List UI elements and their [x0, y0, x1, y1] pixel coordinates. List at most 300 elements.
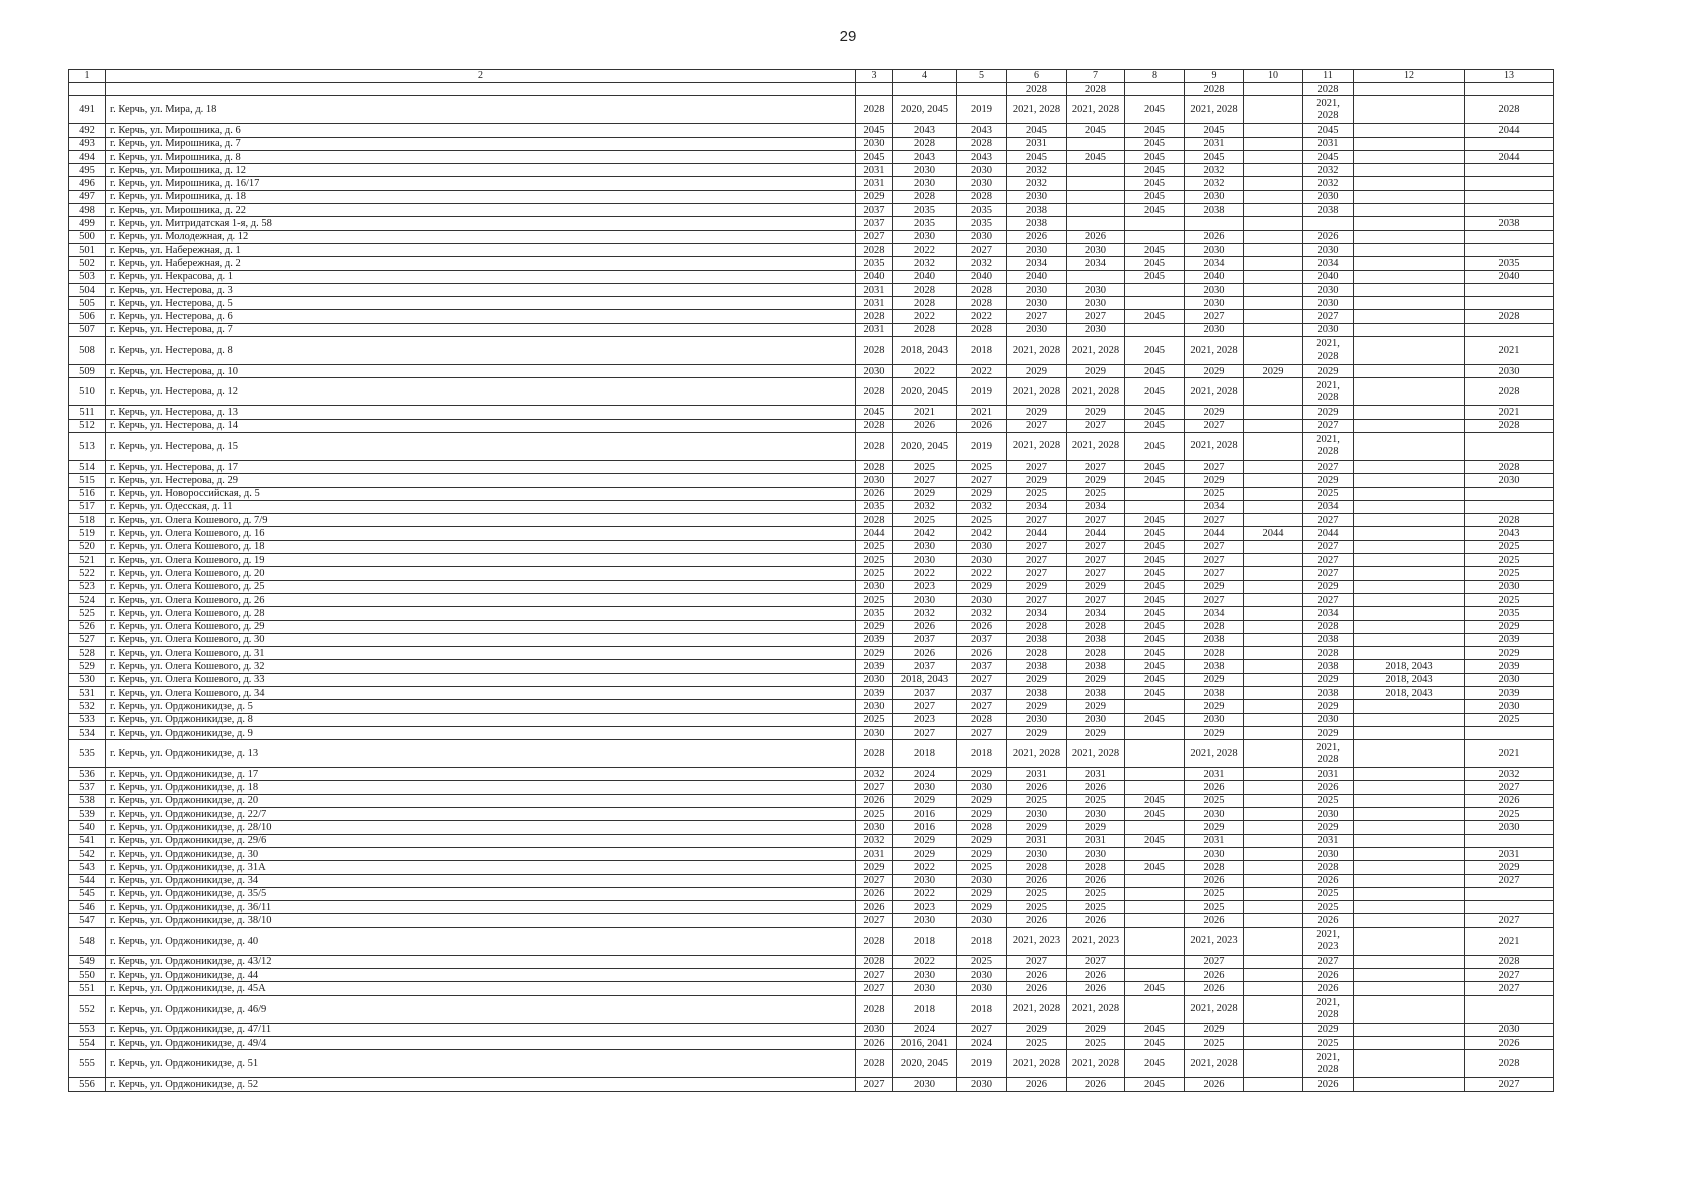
- value-cell: 2030: [1067, 847, 1125, 860]
- value-cell: 2030: [1465, 821, 1554, 834]
- value-cell: [1354, 540, 1465, 553]
- value-cell: 2045: [1125, 647, 1185, 660]
- value-cell: 2021: [1465, 740, 1554, 768]
- value-cell: 2039: [856, 686, 893, 699]
- value-cell: 2019: [957, 378, 1007, 406]
- value-cell: 2029: [856, 620, 893, 633]
- value-cell: 2021, 2028: [1007, 432, 1067, 460]
- value-cell: 2038: [1007, 217, 1067, 230]
- address-cell: г. Керчь, ул. Олега Кошевого, д. 33: [106, 673, 856, 686]
- value-cell: 2045: [1125, 96, 1185, 124]
- table-row: [69, 230, 1554, 243]
- value-cell: 2029: [1007, 406, 1067, 419]
- value-cell: 2038: [1185, 660, 1244, 673]
- row-number-cell: 501: [69, 243, 106, 256]
- address-cell: г. Керчь, ул. Олега Кошевого, д. 18: [106, 540, 856, 553]
- value-cell: 2045: [1125, 794, 1185, 807]
- value-cell: 2025: [1303, 1036, 1354, 1049]
- value-cell: 2028: [1185, 83, 1244, 96]
- registry-table: [68, 69, 1554, 1092]
- value-cell: 2035: [1465, 257, 1554, 270]
- value-cell: [1354, 620, 1465, 633]
- value-cell: 2021, 2028: [1067, 96, 1125, 124]
- value-cell: [1244, 1036, 1303, 1049]
- value-cell: [1067, 177, 1125, 190]
- value-cell: 2027: [1067, 955, 1125, 968]
- value-cell: 2035: [893, 217, 957, 230]
- value-cell: [1354, 204, 1465, 217]
- value-cell: 2026: [957, 620, 1007, 633]
- value-cell: [1354, 887, 1465, 900]
- value-cell: 2029: [1303, 700, 1354, 713]
- address-cell: г. Керчь, ул. Нестерова, д. 12: [106, 378, 856, 406]
- value-cell: 2027: [957, 726, 1007, 739]
- value-cell: [1067, 270, 1125, 283]
- address-cell: г. Керчь, ул. Орджоникидзе, д. 31А: [106, 861, 856, 874]
- value-cell: [856, 83, 893, 96]
- value-cell: 2023: [893, 713, 957, 726]
- value-cell: [1244, 673, 1303, 686]
- value-cell: 2045: [1125, 124, 1185, 137]
- value-cell: 2045: [1125, 834, 1185, 847]
- value-cell: 2045: [1125, 310, 1185, 323]
- value-cell: 2030: [1007, 283, 1067, 296]
- value-cell: 2030: [957, 982, 1007, 995]
- value-cell: 2021, 2028: [1007, 337, 1067, 365]
- value-cell: [1244, 700, 1303, 713]
- row-number-cell: 532: [69, 700, 106, 713]
- table-row: [69, 527, 1554, 540]
- value-cell: 2021, 2028: [1185, 96, 1244, 124]
- value-cell: 2025: [1067, 887, 1125, 900]
- column-header: 1: [69, 70, 106, 83]
- value-cell: 2028: [893, 190, 957, 203]
- value-cell: 2029: [957, 901, 1007, 914]
- value-cell: [1465, 230, 1554, 243]
- address-cell: г. Керчь, ул. Нестерова, д. 15: [106, 432, 856, 460]
- value-cell: 2018, 2043: [1354, 673, 1465, 686]
- address-cell: г. Керчь, ул. Новороссийская, д. 5: [106, 487, 856, 500]
- value-cell: 2027: [957, 1023, 1007, 1036]
- value-cell: 2026: [1007, 969, 1067, 982]
- value-cell: 2030: [1303, 713, 1354, 726]
- value-cell: 2028: [1465, 310, 1554, 323]
- value-cell: [1244, 982, 1303, 995]
- table-row: [69, 378, 1554, 406]
- row-number-cell: 555: [69, 1050, 106, 1078]
- value-cell: [1244, 740, 1303, 768]
- address-cell: г. Керчь, ул. Орджоникидзе, д. 47/11: [106, 1023, 856, 1036]
- value-cell: [1465, 177, 1554, 190]
- value-cell: [1244, 150, 1303, 163]
- value-cell: 2030: [1303, 243, 1354, 256]
- value-cell: 2030: [1007, 323, 1067, 336]
- value-cell: 2030: [1465, 474, 1554, 487]
- row-number-cell: 522: [69, 567, 106, 580]
- table-row: [69, 995, 1554, 1023]
- value-cell: 2045: [1125, 567, 1185, 580]
- table-row: [69, 740, 1554, 768]
- table-row: [69, 726, 1554, 739]
- value-cell: [1244, 808, 1303, 821]
- row-number-cell: 526: [69, 620, 106, 633]
- value-cell: 2038: [1185, 633, 1244, 646]
- value-cell: 2029: [1007, 474, 1067, 487]
- value-cell: 2027: [1303, 540, 1354, 553]
- table-row: [69, 955, 1554, 968]
- table-row: [69, 500, 1554, 513]
- table-row: [69, 137, 1554, 150]
- value-cell: 2018: [957, 927, 1007, 955]
- value-cell: 2018: [957, 337, 1007, 365]
- value-cell: 2022: [957, 310, 1007, 323]
- value-cell: 2030: [1185, 283, 1244, 296]
- value-cell: 2026: [1007, 982, 1067, 995]
- value-cell: [1125, 969, 1185, 982]
- value-cell: 2027: [1007, 514, 1067, 527]
- value-cell: [1244, 406, 1303, 419]
- value-cell: 2026: [1067, 781, 1125, 794]
- table-row: [69, 927, 1554, 955]
- value-cell: [1244, 1023, 1303, 1036]
- address-cell: [106, 83, 856, 96]
- value-cell: 2028: [856, 96, 893, 124]
- value-cell: [1244, 660, 1303, 673]
- value-cell: 2032: [893, 257, 957, 270]
- value-cell: 2018: [893, 740, 957, 768]
- value-cell: 2031: [1007, 137, 1067, 150]
- address-cell: г. Керчь, ул. Орджоникидзе, д. 44: [106, 969, 856, 982]
- value-cell: 2045: [1125, 673, 1185, 686]
- value-cell: 2027: [1067, 567, 1125, 580]
- value-cell: 2026: [1007, 874, 1067, 887]
- address-cell: г. Керчь, ул. Нестерова, д. 3: [106, 283, 856, 296]
- value-cell: 2034: [1007, 257, 1067, 270]
- table-row: [69, 1078, 1554, 1091]
- value-cell: [1125, 297, 1185, 310]
- value-cell: 2025: [1303, 794, 1354, 807]
- value-cell: 2025: [856, 593, 893, 606]
- row-number-cell: 507: [69, 323, 106, 336]
- row-number-cell: 512: [69, 419, 106, 432]
- value-cell: [1354, 124, 1465, 137]
- value-cell: [1465, 432, 1554, 460]
- table-row: [69, 673, 1554, 686]
- value-cell: 2045: [1125, 1078, 1185, 1091]
- value-cell: 2027: [1067, 514, 1125, 527]
- table-row: [69, 887, 1554, 900]
- value-cell: [1354, 633, 1465, 646]
- value-cell: [1354, 217, 1465, 230]
- value-cell: 2026: [1185, 781, 1244, 794]
- value-cell: 2026: [1007, 1078, 1067, 1091]
- value-cell: 2035: [856, 257, 893, 270]
- value-cell: 2027: [1303, 514, 1354, 527]
- value-cell: 2028: [1007, 83, 1067, 96]
- value-cell: 2034: [1067, 607, 1125, 620]
- value-cell: 2029: [1303, 821, 1354, 834]
- value-cell: 2026: [1303, 969, 1354, 982]
- value-cell: 2030: [1303, 808, 1354, 821]
- row-number-cell: 514: [69, 460, 106, 473]
- value-cell: 2039: [1465, 633, 1554, 646]
- row-number-cell: 503: [69, 270, 106, 283]
- value-cell: 2045: [1125, 527, 1185, 540]
- value-cell: 2030: [856, 137, 893, 150]
- value-cell: [1465, 726, 1554, 739]
- value-cell: 2025: [1007, 487, 1067, 500]
- value-cell: 2021, 2028: [1067, 432, 1125, 460]
- value-cell: 2027: [1067, 310, 1125, 323]
- value-cell: 2018: [893, 995, 957, 1023]
- value-cell: 2030: [1007, 847, 1067, 860]
- value-cell: 2030: [957, 230, 1007, 243]
- value-cell: 2029: [1303, 726, 1354, 739]
- value-cell: 2025: [893, 460, 957, 473]
- row-number-cell: 508: [69, 337, 106, 365]
- value-cell: 2028: [1007, 861, 1067, 874]
- value-cell: [1354, 995, 1465, 1023]
- value-cell: 2027: [1067, 554, 1125, 567]
- value-cell: 2026: [1067, 982, 1125, 995]
- value-cell: 2028: [856, 243, 893, 256]
- value-cell: [1067, 137, 1125, 150]
- value-cell: 2027: [1007, 419, 1067, 432]
- value-cell: 2029: [1185, 580, 1244, 593]
- value-cell: 2038: [1007, 633, 1067, 646]
- value-cell: 2027: [1303, 955, 1354, 968]
- value-cell: 2040: [1007, 270, 1067, 283]
- value-cell: 2034: [1185, 500, 1244, 513]
- value-cell: 2038: [1303, 660, 1354, 673]
- value-cell: 2045: [1067, 124, 1125, 137]
- value-cell: 2021: [1465, 406, 1554, 419]
- value-cell: [1354, 847, 1465, 860]
- value-cell: [1244, 337, 1303, 365]
- value-cell: 2021: [893, 406, 957, 419]
- address-cell: г. Керчь, ул. Орджоникидзе, д. 22/7: [106, 808, 856, 821]
- value-cell: 2028: [1067, 647, 1125, 660]
- value-cell: 2044: [1244, 527, 1303, 540]
- value-cell: 2030: [893, 554, 957, 567]
- value-cell: 2043: [893, 124, 957, 137]
- value-cell: 2029: [1465, 620, 1554, 633]
- value-cell: [1244, 283, 1303, 296]
- value-cell: 2029: [1303, 474, 1354, 487]
- value-cell: 2029: [893, 794, 957, 807]
- value-cell: [1244, 768, 1303, 781]
- value-cell: [1354, 406, 1465, 419]
- value-cell: 2029: [957, 887, 1007, 900]
- address-cell: г. Керчь, ул. Нестерова, д. 6: [106, 310, 856, 323]
- row-number-cell: 500: [69, 230, 106, 243]
- table-row: [69, 781, 1554, 794]
- value-cell: [1354, 808, 1465, 821]
- value-cell: [1125, 955, 1185, 968]
- table-row: [69, 700, 1554, 713]
- value-cell: [1244, 297, 1303, 310]
- value-cell: 2040: [856, 270, 893, 283]
- row-number-cell: 530: [69, 673, 106, 686]
- value-cell: 2030: [856, 1023, 893, 1036]
- column-header: 13: [1465, 70, 1554, 83]
- value-cell: 2030: [957, 969, 1007, 982]
- value-cell: 2045: [1125, 1036, 1185, 1049]
- value-cell: 2044: [1007, 527, 1067, 540]
- value-cell: 2026: [893, 620, 957, 633]
- value-cell: [1244, 487, 1303, 500]
- value-cell: 2029: [893, 834, 957, 847]
- value-cell: 2029: [1007, 580, 1067, 593]
- value-cell: 2045: [1125, 808, 1185, 821]
- row-number-cell: 556: [69, 1078, 106, 1091]
- column-header: 8: [1125, 70, 1185, 83]
- value-cell: 2034: [1185, 607, 1244, 620]
- address-cell: г. Керчь, ул. Мирошника, д. 18: [106, 190, 856, 203]
- address-cell: г. Керчь, ул. Нестерова, д. 13: [106, 406, 856, 419]
- value-cell: 2038: [1303, 204, 1354, 217]
- value-cell: 2030: [856, 673, 893, 686]
- row-number-cell: 536: [69, 768, 106, 781]
- value-cell: 2032: [1007, 177, 1067, 190]
- row-number-cell: 531: [69, 686, 106, 699]
- address-cell: г. Керчь, ул. Орджоникидзе, д. 34: [106, 874, 856, 887]
- value-cell: [1244, 901, 1303, 914]
- address-cell: г. Керчь, ул. Орджоникидзе, д. 51: [106, 1050, 856, 1078]
- row-number-cell: 493: [69, 137, 106, 150]
- value-cell: 2045: [1125, 150, 1185, 163]
- value-cell: 2021, 2028: [1007, 740, 1067, 768]
- value-cell: 2043: [893, 150, 957, 163]
- table-row: [69, 283, 1554, 296]
- value-cell: 2025: [957, 514, 1007, 527]
- value-cell: [1244, 794, 1303, 807]
- table-row: [69, 794, 1554, 807]
- value-cell: 2021, 2028: [1303, 740, 1354, 768]
- address-cell: г. Керчь, ул. Нестерова, д. 29: [106, 474, 856, 487]
- value-cell: 2028: [957, 323, 1007, 336]
- value-cell: 2035: [957, 204, 1007, 217]
- address-cell: г. Керчь, ул. Набережная, д. 1: [106, 243, 856, 256]
- value-cell: 2044: [1465, 150, 1554, 163]
- value-cell: 2022: [957, 365, 1007, 378]
- value-cell: [1354, 861, 1465, 874]
- value-cell: [1067, 164, 1125, 177]
- value-cell: 2025: [1007, 901, 1067, 914]
- value-cell: [1244, 137, 1303, 150]
- value-cell: 2029: [1303, 365, 1354, 378]
- value-cell: 2044: [1303, 527, 1354, 540]
- value-cell: 2030: [893, 164, 957, 177]
- value-cell: [1244, 378, 1303, 406]
- value-cell: 2022: [893, 365, 957, 378]
- table-row: [69, 593, 1554, 606]
- value-cell: [1244, 647, 1303, 660]
- table-row: [69, 1023, 1554, 1036]
- value-cell: 2039: [856, 660, 893, 673]
- value-cell: [1465, 283, 1554, 296]
- value-cell: 2021, 2028: [1067, 740, 1125, 768]
- row-number-cell: 538: [69, 794, 106, 807]
- value-cell: 2025: [1067, 794, 1125, 807]
- address-cell: г. Керчь, ул. Одесская, д. 11: [106, 500, 856, 513]
- address-cell: г. Керчь, ул. Орджоникидзе, д. 20: [106, 794, 856, 807]
- address-cell: г. Керчь, ул. Молодежная, д. 12: [106, 230, 856, 243]
- row-number-cell: 494: [69, 150, 106, 163]
- value-cell: 2029: [1185, 474, 1244, 487]
- value-cell: [1303, 217, 1354, 230]
- value-cell: 2021, 2028: [1007, 1050, 1067, 1078]
- value-cell: 2037: [957, 686, 1007, 699]
- value-cell: 2022: [893, 861, 957, 874]
- value-cell: 2028: [1465, 1050, 1554, 1078]
- value-cell: [1354, 794, 1465, 807]
- value-cell: [1244, 887, 1303, 900]
- value-cell: [1244, 540, 1303, 553]
- value-cell: 2039: [1465, 686, 1554, 699]
- value-cell: 2031: [1067, 768, 1125, 781]
- value-cell: 2028: [856, 955, 893, 968]
- address-cell: г. Керчь, ул. Мирошника, д. 22: [106, 204, 856, 217]
- address-cell: г. Керчь, ул. Нестерова, д. 17: [106, 460, 856, 473]
- value-cell: 2034: [1303, 607, 1354, 620]
- value-cell: 2027: [1185, 514, 1244, 527]
- value-cell: 2030: [957, 781, 1007, 794]
- value-cell: 2045: [1125, 593, 1185, 606]
- value-cell: 2029: [1244, 365, 1303, 378]
- row-number-cell: 518: [69, 514, 106, 527]
- value-cell: [1244, 969, 1303, 982]
- value-cell: [1354, 593, 1465, 606]
- value-cell: 2045: [1125, 432, 1185, 460]
- value-cell: 2030: [856, 580, 893, 593]
- value-cell: 2038: [1007, 204, 1067, 217]
- value-cell: 2029: [856, 861, 893, 874]
- value-cell: [1125, 768, 1185, 781]
- address-cell: г. Керчь, ул. Олега Кошевого, д. 32: [106, 660, 856, 673]
- value-cell: 2030: [957, 554, 1007, 567]
- value-cell: 2031: [856, 283, 893, 296]
- value-cell: 2027: [1067, 419, 1125, 432]
- row-number-cell: 505: [69, 297, 106, 310]
- value-cell: 2027: [1185, 419, 1244, 432]
- value-cell: [1354, 955, 1465, 968]
- value-cell: [1465, 901, 1554, 914]
- value-cell: 2030: [957, 540, 1007, 553]
- value-cell: 2031: [856, 847, 893, 860]
- value-cell: 2044: [1067, 527, 1125, 540]
- address-cell: г. Керчь, ул. Некрасова, д. 1: [106, 270, 856, 283]
- value-cell: [1354, 821, 1465, 834]
- address-cell: г. Керчь, ул. Мирошника, д. 8: [106, 150, 856, 163]
- value-cell: 2032: [957, 500, 1007, 513]
- value-cell: 2025: [1465, 713, 1554, 726]
- value-cell: 2030: [1303, 297, 1354, 310]
- table-row: [69, 150, 1554, 163]
- value-cell: 2029: [957, 847, 1007, 860]
- value-cell: 2045: [1125, 686, 1185, 699]
- address-cell: г. Керчь, ул. Олега Кошевого, д. 34: [106, 686, 856, 699]
- value-cell: 2032: [856, 768, 893, 781]
- value-cell: 2030: [856, 726, 893, 739]
- value-cell: 2038: [1067, 660, 1125, 673]
- value-cell: 2021, 2028: [1007, 995, 1067, 1023]
- value-cell: [1465, 500, 1554, 513]
- value-cell: [1244, 96, 1303, 124]
- address-cell: г. Керчь, ул. Олега Кошевого, д. 31: [106, 647, 856, 660]
- address-cell: г. Керчь, ул. Нестерова, д. 8: [106, 337, 856, 365]
- address-cell: г. Керчь, ул. Набережная, д. 2: [106, 257, 856, 270]
